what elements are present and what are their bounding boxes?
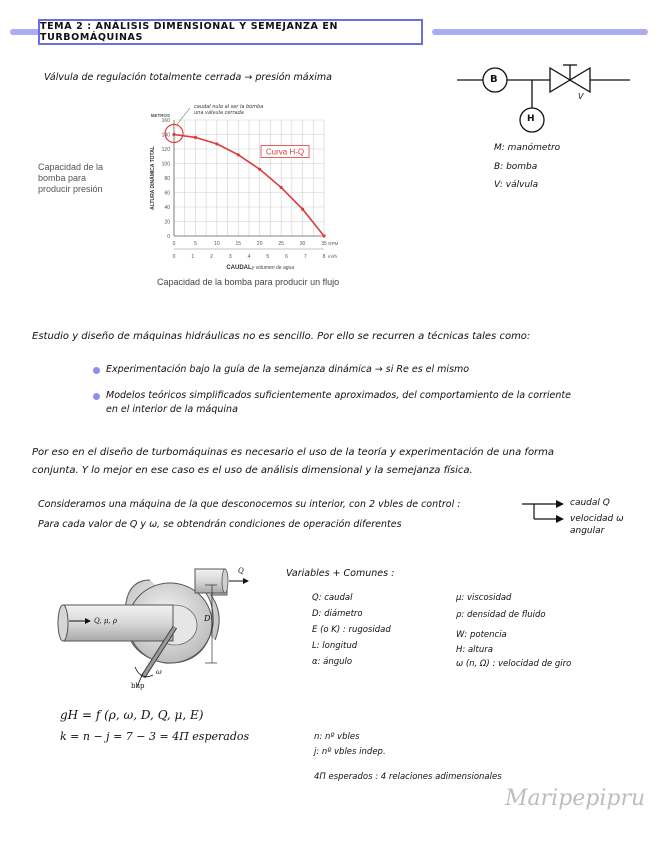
paragraph-design-line2: conjunta. Y lo mejor en ese caso es el uso de análisis dimensional y la semejanza física. [32, 465, 473, 476]
var-left: α: ángulo [312, 657, 353, 667]
control-var-flow: caudal Q [570, 498, 610, 508]
gauge-label: H [527, 114, 535, 124]
valve-label: V [578, 92, 584, 101]
var-left: D: diámetro [312, 609, 363, 619]
x-tick-label: 0 [172, 241, 176, 247]
y-tick-label: 140 [161, 132, 170, 139]
title-box [38, 19, 423, 45]
y-tick-label: 20 [164, 219, 170, 226]
y-tick-label: 120 [161, 147, 170, 153]
valve-icon [550, 68, 570, 92]
page-title: TEMA 2 : ANÁLISIS DIMENSIONAL Y SEMEJANZA EN TURBOMÁQUINAS [40, 21, 338, 43]
x-tick-label-secondary: 3 [228, 254, 232, 260]
chart-caption: Capacidad de la bomba para producir un flujo [157, 277, 340, 287]
header-bar-left [10, 29, 40, 35]
var-left: E (o K) : rugosidad [312, 625, 391, 635]
paragraph-design-line1: Por eso en el diseño de turbomáquinas es necesario el uso de la teoría y experimentación de una forma [32, 447, 555, 458]
fig-label-d: D [204, 614, 211, 623]
paragraph-machine-line1: Consideramos una máquina de la que desconocemos su interior, con 2 vbles de control : [38, 499, 461, 510]
fig-label-q-out: Q [238, 567, 244, 575]
data-point [301, 208, 304, 211]
pump-illustration [55, 555, 255, 695]
x-tick-label-secondary: 8 [322, 254, 326, 260]
data-point [194, 136, 197, 139]
fig-label-omega: ω [156, 668, 162, 676]
chart-note: caudal nulo al ser la bomba una válvula cerrada [194, 104, 264, 116]
x-tick-label-secondary: 7 [303, 254, 307, 260]
fig-label-q-in: Q, μ, ρ [94, 617, 117, 625]
y-tick-label: 0 [167, 234, 170, 240]
bullet-dot [93, 393, 100, 400]
var-left: Q: caudal [312, 593, 353, 603]
variables-title: Variables + Comunes : [286, 568, 395, 579]
chart-labels [149, 113, 339, 271]
data-point [237, 153, 240, 156]
x-tick-label-secondary: 5 [266, 254, 270, 260]
x-tick-label-secondary: 0 [172, 254, 176, 260]
equation-k: k = n − j = 7 − 3 = 4Π esperados [60, 730, 250, 743]
intro-line: Válvula de regulación totalmente cerrada → presión máxima [44, 72, 332, 83]
paragraph-techniques: Estudio y diseño de máquinas hidráulicas no es sencillo. Por ello se recurren a técnicas tales como: [32, 331, 531, 342]
chart-side-label: Capacidad de la bomba para producir presión [38, 162, 104, 194]
data-point [215, 142, 218, 145]
x-tick-label-secondary: 6 [285, 254, 288, 260]
x-tick-label-secondary: 2 [210, 254, 213, 260]
hq-chart [118, 100, 343, 275]
var-right: μ: viscosidad [456, 593, 512, 603]
bullet-item: Modelos teóricos simplificados suficientemente aproximados, del comportamiento de la corriente [106, 390, 571, 401]
var-right: W: potencia [456, 630, 507, 640]
x-tick-label: 10 [214, 241, 220, 247]
var-right: ρ: densidad de fluido [456, 610, 546, 620]
x-tick-label: 25 [278, 241, 284, 247]
x-tick-label: 5 [194, 241, 197, 247]
x-unit-bottom: m³/h [328, 254, 337, 259]
legend-item: B: bomba [494, 162, 538, 172]
y-tick-label: 40 [164, 205, 170, 211]
x-axis-title: CAUDAL [226, 265, 252, 271]
x-axis-note: y volumen de agua [251, 265, 295, 271]
bullet-item: Experimentación bajo la guía de la semejanza dinámica → si Re es el mismo [106, 364, 470, 375]
y-tick-label: 80 [164, 176, 170, 182]
x-tick-label: 35 [321, 241, 327, 247]
x-unit-top: GPM [328, 241, 339, 246]
y-axis-title: ALTURA DINÁMICA TOTAL [150, 146, 156, 210]
data-point [258, 168, 261, 171]
var-right: ω (n, Ω) : velocidad de giro [456, 659, 572, 669]
x-tick-label: 30 [299, 241, 306, 247]
y-tick-label: 100 [161, 161, 170, 168]
var-right: H: altura [456, 645, 493, 655]
legend-item: M: manómetro [494, 143, 561, 153]
chart-marks [165, 108, 326, 238]
data-point [322, 234, 325, 237]
note-pi: 4Π esperados : 4 relaciones adimensionales [314, 772, 502, 782]
signature: Maripepipru [505, 786, 646, 811]
control-vars-arrows [520, 498, 570, 528]
paragraph-machine-line2: Para cada valor de Q y ω, se obtendrán condiciones de operación diferentes [38, 519, 402, 530]
equation-gh: gH = f (ρ, ω, D, Q, μ, E) [60, 708, 204, 722]
y-unit: METROS [150, 113, 170, 118]
y-tick-label: 160 [161, 118, 170, 124]
curve-label: Curva H-Q [265, 147, 305, 157]
note-j: j: nº vbles indep. [314, 747, 386, 757]
x-tick-label: 20 [256, 241, 263, 247]
fig-label-bhp: bhp [131, 682, 145, 690]
data-point [280, 186, 283, 189]
control-var-speed: velocidad ω [570, 514, 624, 524]
data-point [172, 133, 175, 136]
note-leader [177, 108, 190, 125]
bullet-dot [93, 367, 100, 374]
var-left: L: longitud [312, 641, 358, 651]
header-bar-right [432, 29, 648, 35]
bullet-item: en el interior de la máquina [106, 404, 238, 415]
y-tick-label: 60 [164, 190, 170, 197]
x-tick-label-secondary: 1 [191, 254, 195, 260]
control-var-speed-cont: angular [570, 526, 605, 536]
x-tick-label: 15 [235, 241, 242, 247]
legend-item: V: válvula [494, 180, 539, 190]
pump-schematic [455, 62, 635, 142]
pump-label: B [490, 74, 498, 85]
x-tick-label-secondary: 4 [247, 254, 251, 260]
note-n: n: nº vbles [314, 732, 360, 742]
